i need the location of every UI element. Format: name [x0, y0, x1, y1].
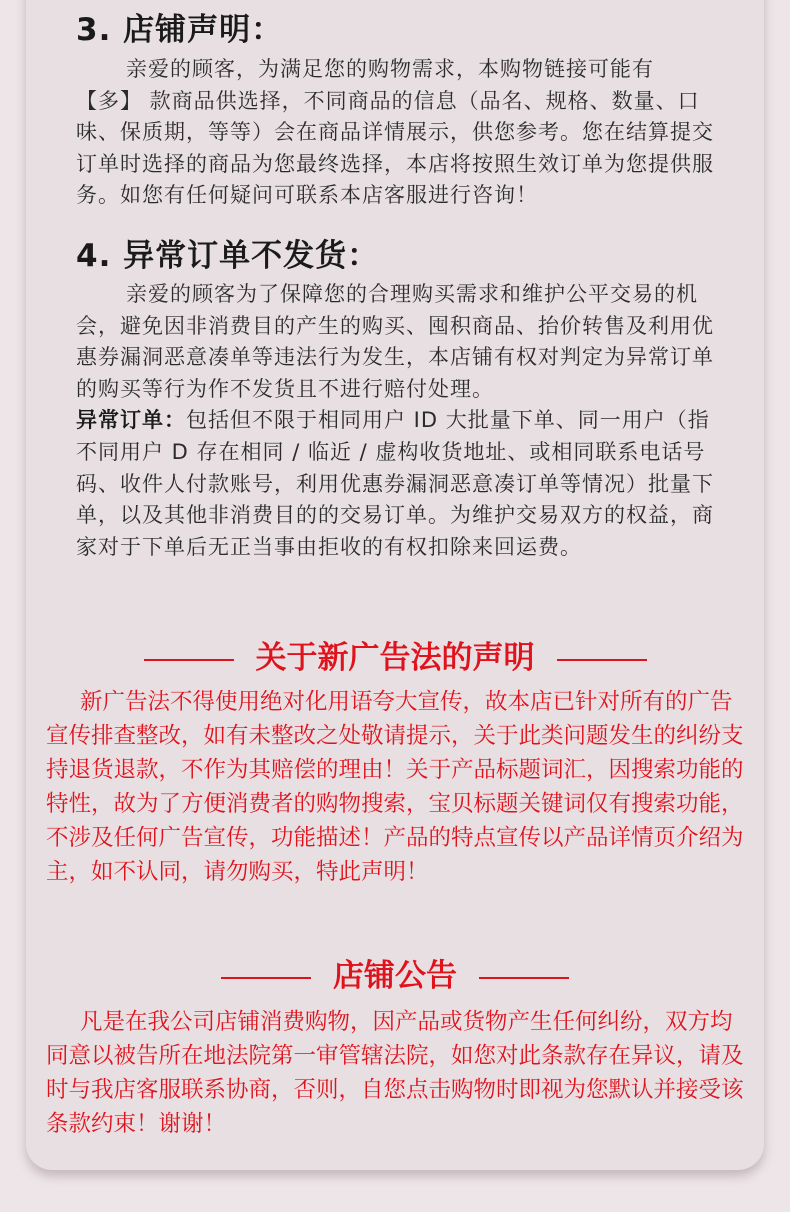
ad-law-body: [46, 685, 754, 889]
abnormal-order-text: 包括但不限于相同用户 ID 大批量下单、同一用户（指不同用户 D 存在相同 / 临近 / 虚构收货地址、或相同联系电话号码、收件人付款账号，利用优惠券漏洞恶意凑订单等情况）批量下单，以及其他非消费目的的交易订单。为维护交易双方的权益，商家对于下单后无正当事由拒收的有权扣除来回运费。: [76, 408, 714, 559]
abnormal-order-label: 异常订单：: [76, 408, 186, 433]
notice-title: 店铺公告: [333, 958, 457, 994]
section-4-body: [76, 279, 726, 563]
ad-law-text: 新广告法不得使用绝对化用语夸大宣传，故本店已针对所有的广告宣传排查整改，如有未整改之处敬请提示，关于此类问题发生的纠纷支持退货退款，不作为其赔偿的理由！关于产品标题词汇，因搜索功能的特性，故为了方便消费者的购物搜索，宝贝标题关键词仅有搜索功能，不涉及任何广告宣传，功能描述！产品的特点宣传以产品详情页介绍为主，如不认同，请勿购买，特此声明！: [46, 689, 744, 885]
notice-heading: [26, 950, 764, 995]
section-3-body: [76, 54, 726, 212]
divider-left: [221, 977, 311, 979]
section-3-title: 3. 店铺声明：: [76, 12, 284, 48]
ad-law-heading: [26, 632, 764, 677]
section-4-text: 亲爱的顾客为了保障您的合理购买需求和维护公平交易的机会，避免因非消费目的产生的购买、囤积商品、抬价转售及利用优惠券漏洞恶意凑单等违法行为发生，本店铺有权对判定为异常订单的购买等行为作不发货且不进行赔付处理。: [76, 282, 714, 401]
notice-text: 凡是在我公司店铺消费购物，因产品或货物产生任何纠纷，双方均同意以被告所在地法院第一审管辖法院，如您对此条款存在异议，请及时与我店客服联系协商，否则，自您点击购物时即视为您默认并接受该条款约束！谢谢！: [46, 1009, 744, 1137]
divider-right: [479, 977, 569, 979]
divider-right: [557, 659, 647, 661]
divider-left: [144, 659, 234, 661]
section-3-text: 亲爱的顾客，为满足您的购物需求，本购物链接可能有 【多】 款商品供选择，不同商品的信息（品名、规格、数量、口味、保质期，等等）会在商品详情展示，供您参考。您在结算提交订单时选择的商品为您最终选择，本店将按照生效订单为您提供服务。如您有任何疑问可联系本店客服进行咨询！: [76, 57, 714, 208]
ad-law-title: 关于新广告法的声明: [255, 640, 535, 676]
section-4-title: 4. 异常订单不发货：: [76, 238, 380, 274]
notice-body: [46, 1005, 754, 1141]
